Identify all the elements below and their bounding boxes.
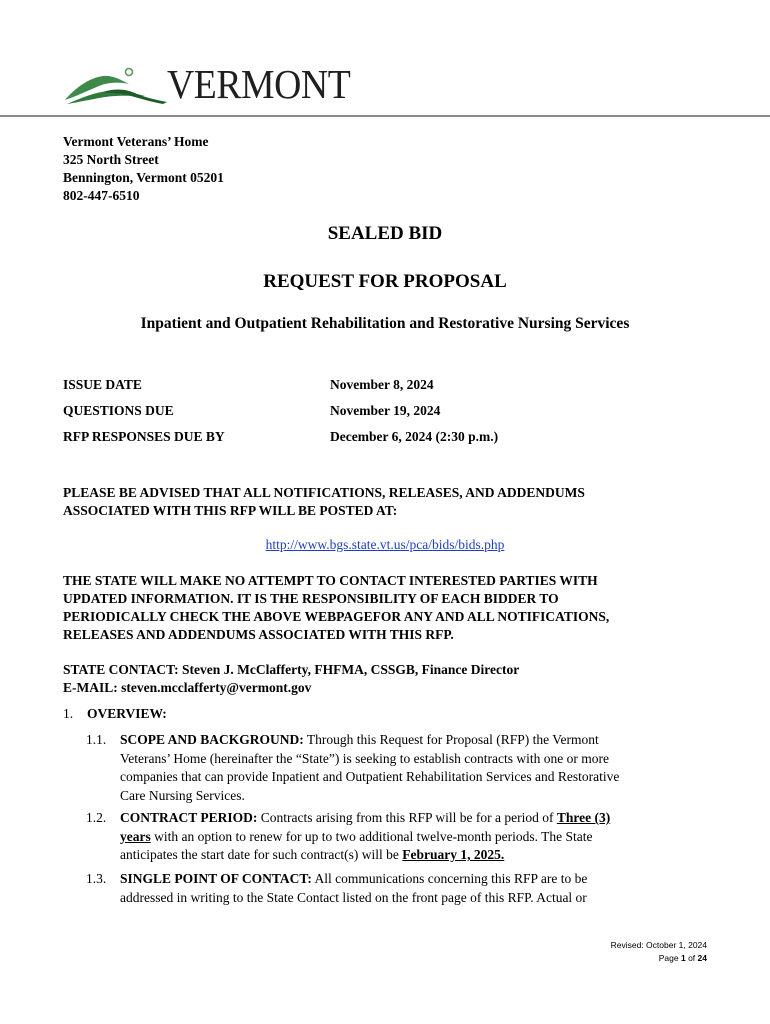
- section-heading: CONTRACT PERIOD:: [120, 810, 258, 825]
- section-number: 1.2.: [86, 810, 107, 825]
- address-line: 802-447-6510: [63, 188, 140, 203]
- state-notice: THE STATE WILL MAKE NO ATTEMPT TO CONTACT INTERESTED PARTIES WITH UPDATED INFORMATION. IT IS THE RESPONSIBILITY OF EACH BIDDER TO PERIODICALLY CHECK THE ABOVE WEBPAGEFOR ANY AND ALL NOTIFICATIONS, RELEASES AND ADDENDUMS ASSOCIATED WITH THIS RFP.: [63, 573, 610, 642]
- section-heading: SINGLE POINT OF CONTACT:: [120, 871, 312, 886]
- vermont-logo: [63, 61, 351, 107]
- contact-name: STATE CONTACT: Steven J. McClafferty, FHFMA, CSSGB, Finance Director: [63, 662, 520, 677]
- term-unit: years: [120, 828, 151, 844]
- address-line: Vermont Veterans’ Home: [63, 134, 209, 149]
- section-number: 1.1.: [86, 732, 107, 747]
- date-label: RFP RESPONSES DUE BY: [63, 429, 225, 444]
- sealed-bid-title: SEALED BID: [327, 223, 443, 244]
- date-value: November 8, 2024: [330, 377, 434, 392]
- rfp-title: REQUEST FOR PROPOSAL: [263, 271, 507, 292]
- vermont-wordmark: VERMONT: [167, 61, 351, 107]
- overview-heading: [63, 706, 167, 722]
- section-number: 1.3.: [86, 871, 107, 886]
- page-footer: [611, 939, 707, 965]
- section-title: OVERVIEW:: [87, 706, 167, 721]
- term-length: Three (3): [556, 810, 611, 825]
- address-block: [63, 133, 224, 205]
- bids-link[interactable]: http://www.bgs.state.vt.us/pca/bids/bids.php: [265, 537, 505, 552]
- date-value: November 19, 2024: [330, 403, 441, 418]
- rfp-subject: Inpatient and Outpatient Rehabilitation and Restorative Nursing Services: [140, 315, 630, 332]
- header-divider: [0, 115, 770, 117]
- address-line: Bennington, Vermont 05201: [63, 170, 224, 185]
- vermont-mountain-logo-icon: [63, 62, 173, 106]
- page-number: Page 1 of 24: [658, 953, 707, 963]
- section-number: 1.: [63, 706, 74, 721]
- date-label: QUESTIONS DUE: [63, 403, 174, 418]
- date-label: ISSUE DATE: [63, 377, 142, 392]
- document-page: VERMONT Vermont Veterans’ Home 325 North Street Bennington, Vermont 05201 802-447-6510 SEALED BID REQUEST FOR PROPOSAL Inpatient and Outpatient Rehabilitation and Restorative Nursing Services ISSUE DATE November 8, 2024 QUESTIONS DUE November 19, 2024 RFP RESPONSES DUE BY December 6, 2024 (2:30 p.m.) PLEASE BE ADVISED THAT ALL NOTIFICATIONS, RELEASES, AND ADDENDUMS ASSOCIATED WITH THIS RFP WILL BE POSTED AT: http://www.bgs.state.vt.us/pca/bids/bids.php THE STATE WILL MAKE NO ATTEMPT TO CONTACT INTERESTED PARTIES WITH UPDATED INFORMATION. IT IS THE RESPONSIBILITY OF EACH BIDDER TO PERIODICALLY CHECK THE ABOVE WEBPAGEFOR ANY AND ALL NOTIFICATIONS, RELEASES AND ADDENDUMS ASSOCIATED WITH THIS RFP. STATE CONTACT: Steven J. McClafferty, FHFMA, CSSGB, Finance Director E-MAIL: steven.mcclafferty@vermont.gov 1. OVERVIEW: 1.1. SCOPE AND BACKGROUND: Through this Request for Proposal (RFP) the Vermont Veterans’ Home (hereinafter the “State”) is seeking to establish contracts with one or more companies that can provide Inpatient and Outpatient Rehabilitation Services and Restorative Care Nursing Services. 1.2. CONTRACT PERIOD: Contracts arising from this RFP will be for a period of Three (3) years with an option to renew for up to two additional twelve-month periods. The State anticipates the start date for such contract(s) will be February 1, 2025. 1.3. SINGLE POINT OF CONTACT: All communications concerning this RFP are to be addressed in writing to the State Contact listed on the front page of this RFP. Actual or Revised: October 1, 2024 Page 1 of 24: [0, 0, 770, 1024]
- revised-date: Revised: October 1, 2024: [610, 940, 707, 950]
- bids-link-row: [0, 537, 770, 553]
- address-line: 325 North Street: [63, 152, 159, 167]
- date-value: December 6, 2024 (2:30 p.m.): [330, 429, 499, 444]
- start-date: February 1, 2025.: [402, 847, 505, 862]
- contact-email: E-MAIL: steven.mcclafferty@vermont.gov: [63, 680, 312, 695]
- section-heading: SCOPE AND BACKGROUND:: [120, 732, 304, 747]
- advisory-notice: PLEASE BE ADVISED THAT ALL NOTIFICATIONS, RELEASES, AND ADDENDUMS ASSOCIATED WITH THIS RFP WILL BE POSTED AT:: [63, 485, 585, 518]
- state-contact: [63, 661, 693, 697]
